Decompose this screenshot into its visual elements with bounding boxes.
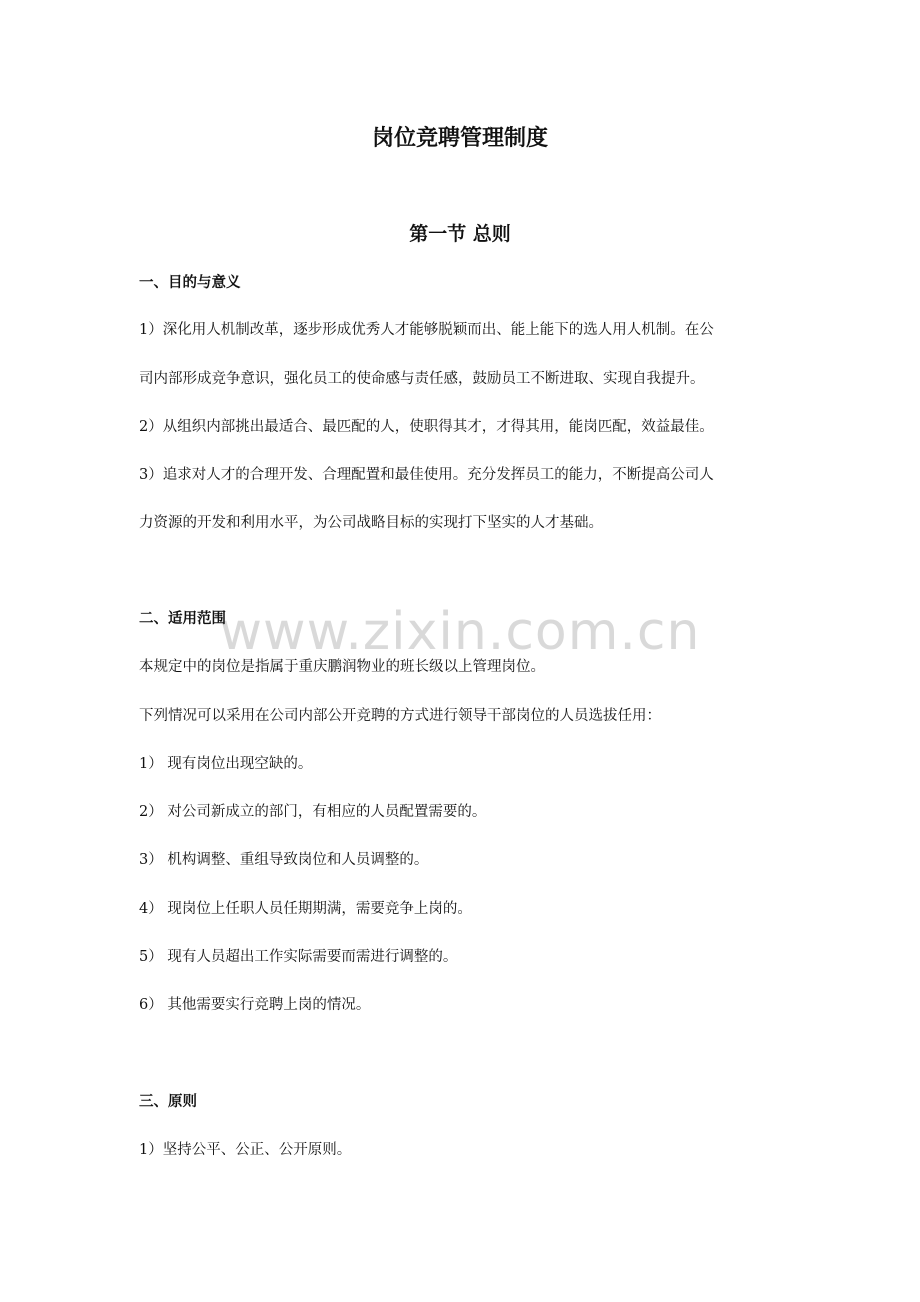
list-item: 1） 现有岗位出现空缺的。 xyxy=(139,756,313,772)
paragraph-line: 1）坚持公平、公正、公开原则。 xyxy=(139,1142,352,1158)
paragraph-line: 1）深化用人机制改革，逐步形成优秀人才能够脱颖而出、能上能下的选人用人机制。在公 xyxy=(139,322,714,338)
paragraph-line: 本规定中的岗位是指属于重庆鹏润物业的班长级以上管理岗位。 xyxy=(139,659,545,675)
paragraph-line: 3）追求对人才的合理开发、合理配置和最佳使用。充分发挥员工的能力，不断提高公司人 xyxy=(139,467,714,483)
watermark: www.zixin.com.cn xyxy=(219,602,701,662)
heading-principles: 三、原则 xyxy=(139,1094,197,1110)
paragraph-line: 司内部形成竞争意识，强化员工的使命感与责任感，鼓励员工不断进取、实现自我提升。 xyxy=(139,371,705,387)
list-item: 4） 现岗位上任职人员任期期满，需要竞争上岗的。 xyxy=(139,901,472,917)
list-item: 3） 机构调整、重组导致岗位和人员调整的。 xyxy=(139,852,429,868)
list-item: 5） 现有人员超出工作实际需要而需进行调整的。 xyxy=(139,949,458,965)
heading-purpose: 一、目的与意义 xyxy=(139,275,241,291)
heading-scope: 二、适用范围 xyxy=(139,611,226,627)
list-item: 6） 其他需要实行竞聘上岗的情况。 xyxy=(139,997,371,1013)
paragraph-line: 2）从组织内部挑出最适合、最匹配的人，使职得其才，才得其用，能岗匹配，效益最佳。 xyxy=(139,419,714,435)
list-item: 2） 对公司新成立的部门，有相应的人员配置需要的。 xyxy=(139,804,487,820)
paragraph-line: 力资源的开发和利用水平，为公司战略目标的实现打下坚实的人才基础。 xyxy=(139,515,603,531)
paragraph-line: 下列情况可以采用在公司内部公开竞聘的方式进行领导干部岗位的人员选拔任用： xyxy=(139,708,661,724)
document-title: 岗位竞聘管理制度 xyxy=(371,126,548,151)
section-title: 第一节 总则 xyxy=(409,223,511,245)
